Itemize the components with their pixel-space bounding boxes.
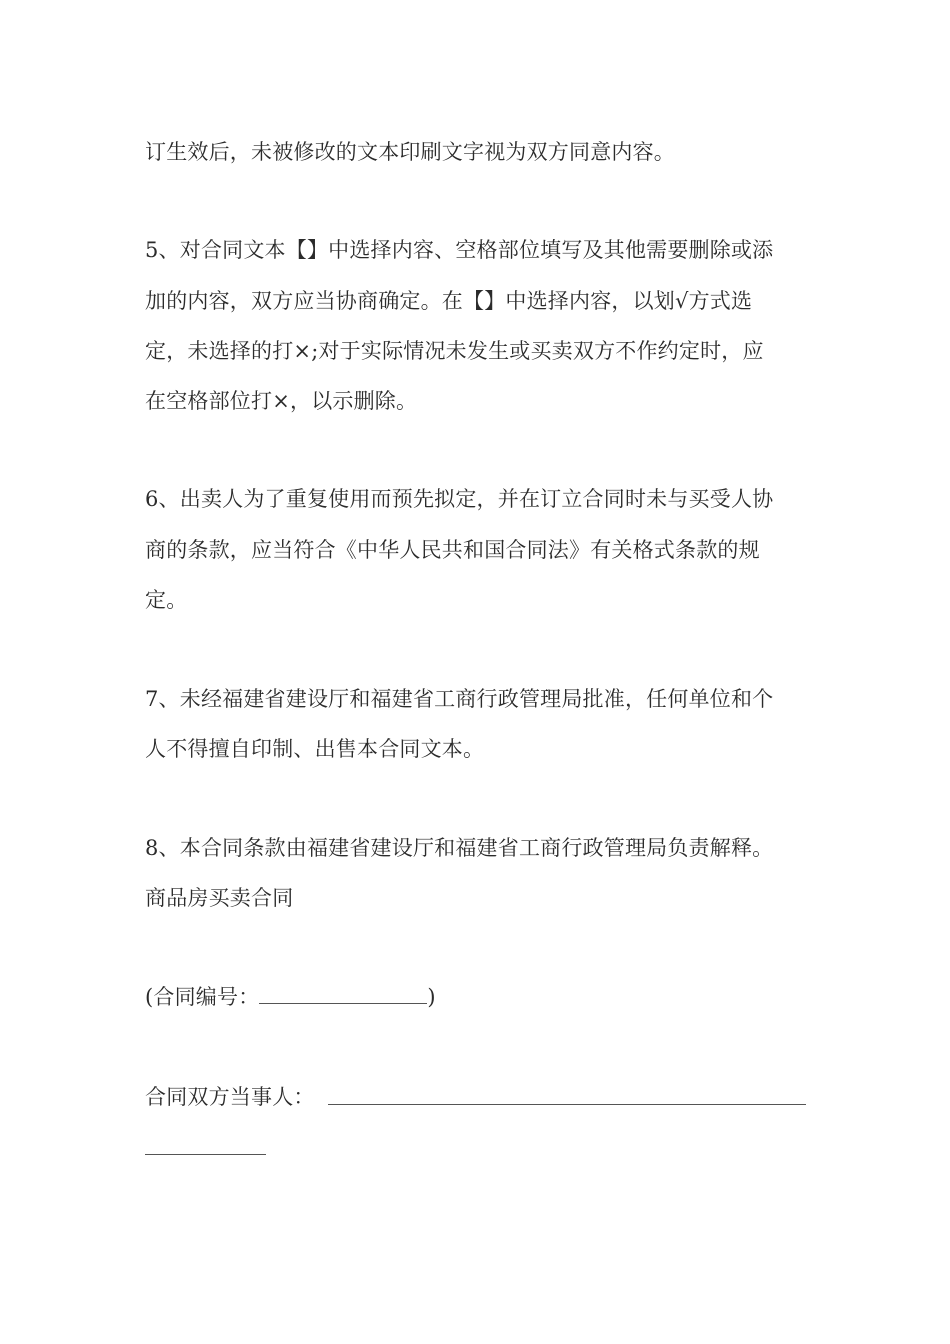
paragraph-line: 商的条款，应当符合《中华人民共和国合同法》有关格式条款的规: [145, 538, 760, 562]
paragraph-line: 5、对合同文本【】中选择内容、空格部位填写及其他需要删除或添: [145, 238, 774, 262]
parties-label: 合同双方当事人：: [145, 1085, 315, 1109]
paragraph-line: 定，未选择的打×;对于实际情况未发生或买卖双方不作约定时，应: [145, 339, 764, 363]
parties-blank-continued[interactable]: [145, 1154, 266, 1155]
paragraph-line: 8、本合同条款由福建省建设厅和福建省工商行政管理局负责解释。: [145, 836, 774, 860]
contract-number-line: [145, 983, 436, 1011]
paragraph-line: 在空格部位打×，以示删除。: [145, 389, 418, 413]
paragraph-line: 加的内容，双方应当协商确定。在【】中选择内容，以划√方式选: [145, 289, 753, 313]
parties-blank[interactable]: [328, 1104, 806, 1105]
paragraph-line: 7、未经福建省建设厅和福建省工商行政管理局批准，任何单位和个: [145, 687, 774, 711]
parties-line: [145, 1083, 315, 1111]
contract-title: 商品房买卖合同: [145, 886, 294, 910]
paragraph-line: 人不得擅自印制、出售本合同文本。: [145, 737, 485, 761]
paragraph-line: 定。: [145, 588, 188, 612]
contract-number-blank[interactable]: [259, 983, 427, 1004]
paragraph-line: 6、出卖人为了重复使用而预先拟定，并在订立合同时未与买受人协: [145, 487, 774, 511]
paragraph-line: 订生效后，未被修改的文本印刷文字视为双方同意内容。: [145, 140, 675, 164]
contract-number-label: (合同编号：: [145, 985, 260, 1009]
contract-number-close: ): [427, 985, 436, 1009]
